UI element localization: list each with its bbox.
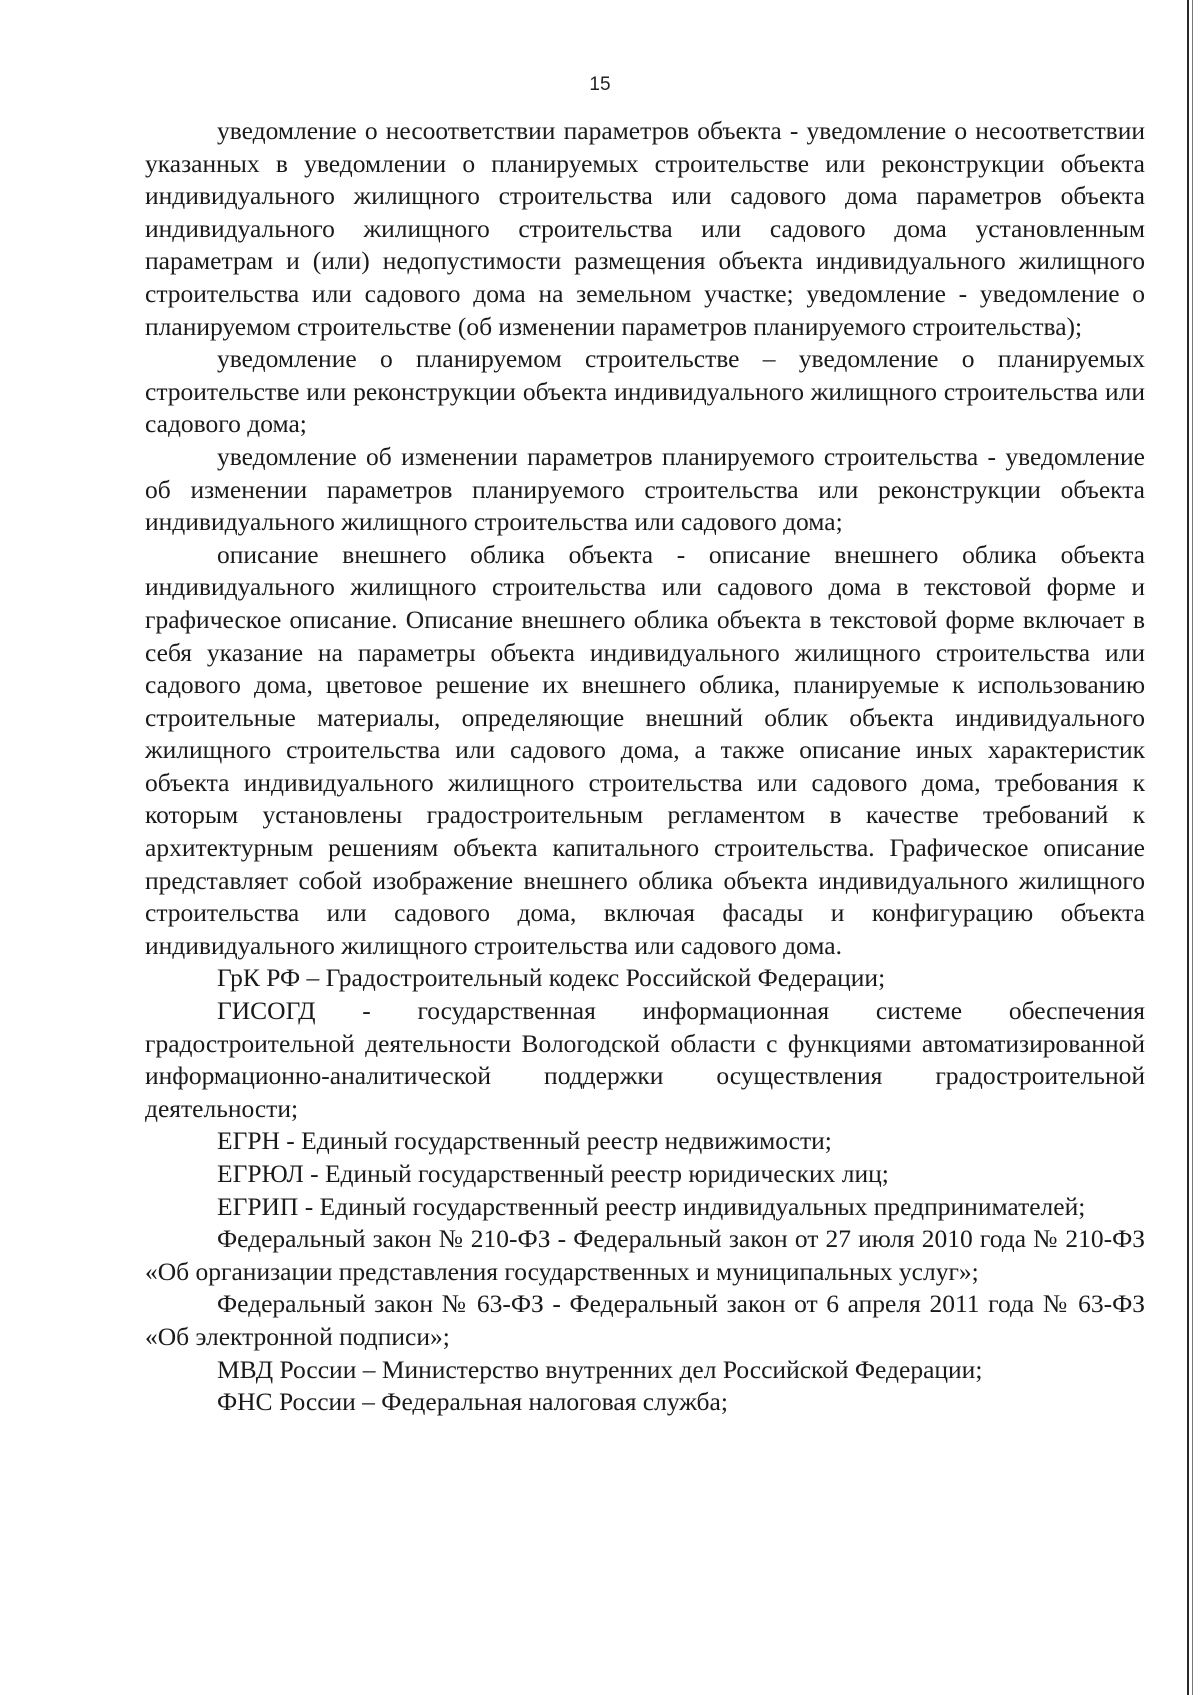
paragraph-mvd: МВД России – Министерство внутренних дел Российской Федерации; xyxy=(217,1354,983,1384)
paragraph-fns: ФНС России – Федеральная налоговая служба; xyxy=(217,1387,728,1417)
paragraph-notice-parameter-change: уведомление об изменении параметров планируемого строительства - уведомление об изменении параметров планируемого строительства или реконструкции объекта индивидуального жилищного строительства или садового дома; xyxy=(145,441,1145,537)
paragraph-exterior-description: описание внешнего облика объекта - описание внешнего облика объекта индивидуального жилищного строительства или садового дома в текстовой форме и графическое описание. Описание внешнего облика объекта в текстовой форме включает в себя указание на параметры объекта индивидуального жилищного строительства или садового дома, цветовое решение их внешнего облика, планируемые к использованию строительные материалы, определяющие внешний облик объекта индивидуального жилищного строительства или садового дома, а также описание иных характеристик объекта индивидуального жилищного строительства или садового дома, требования к которым установлены градостроительным регламентом в качестве требований к архитектурным решениям объекта капитального строительства. Графическое описание представляет собой изображение внешнего облика объекта индивидуального жилищного строительства или садового дома, включая фасады и конфигурацию объекта индивидуального жилищного строительства или садового дома. xyxy=(145,539,1145,960)
paragraph-gisogd: ГИСОГД - государственная информационная системе обеспечения градостроительной деятельности Вологодской области с функциями автоматизированной информационно-аналитической поддержки осуществления градостроительной деятельности; xyxy=(145,996,1145,1123)
paragraph-grk-rf: ГрК РФ – Градостроительный кодекс Российской Федерации; xyxy=(217,963,886,993)
paragraph-notice-nonconformity: уведомление о несоответствии параметров объекта - уведомление о несоответствии указанных в уведомлении о планируемых строительстве или реконструкции объекта индивидуального жилищного строительства или садового дома параметров объекта индивидуального жилищного строительства или садового дома установленным параметрам и (или) недопустимости размещения объекта индивидуального жилищного строительства или садового дома на земельном участке; уведомление - уведомление о планируемом строительстве (об изменении параметров планируемого строительства); xyxy=(145,116,1145,341)
paragraph-law-63: Федеральный закон № 63-ФЗ - Федеральный закон от 6 апреля 2011 года № 63-ФЗ «Об электронной подписи»; xyxy=(145,1289,1145,1351)
document-body xyxy=(145,115,1145,1419)
paragraph-egrul: ЕГРЮЛ - Единый государственный реестр юридических лиц; xyxy=(217,1159,889,1188)
paragraph-egrip: ЕГРИП - Единый государственный реестр индивидуальных предпринимателей; xyxy=(217,1191,1086,1221)
paragraph-notice-planned-construction: уведомление о планируемом строительстве – уведомление о планируемых строительстве или реконструкции объекта индивидуального жилищного строительства или садового дома; xyxy=(145,344,1145,439)
paragraph-law-210: Федеральный закон № 210-ФЗ - Федеральный закон от 27 июля 2010 года № 210-ФЗ «Об организации представления государственных и муниципальных услуг»; xyxy=(145,1224,1145,1286)
page-number: 15 xyxy=(589,74,611,95)
scan-edge-shadow xyxy=(1192,0,1193,1695)
scan-edge-line xyxy=(1187,0,1189,1695)
paragraph-egrn: ЕГРН - Единый государственный реестр недвижимости; xyxy=(217,1126,832,1156)
